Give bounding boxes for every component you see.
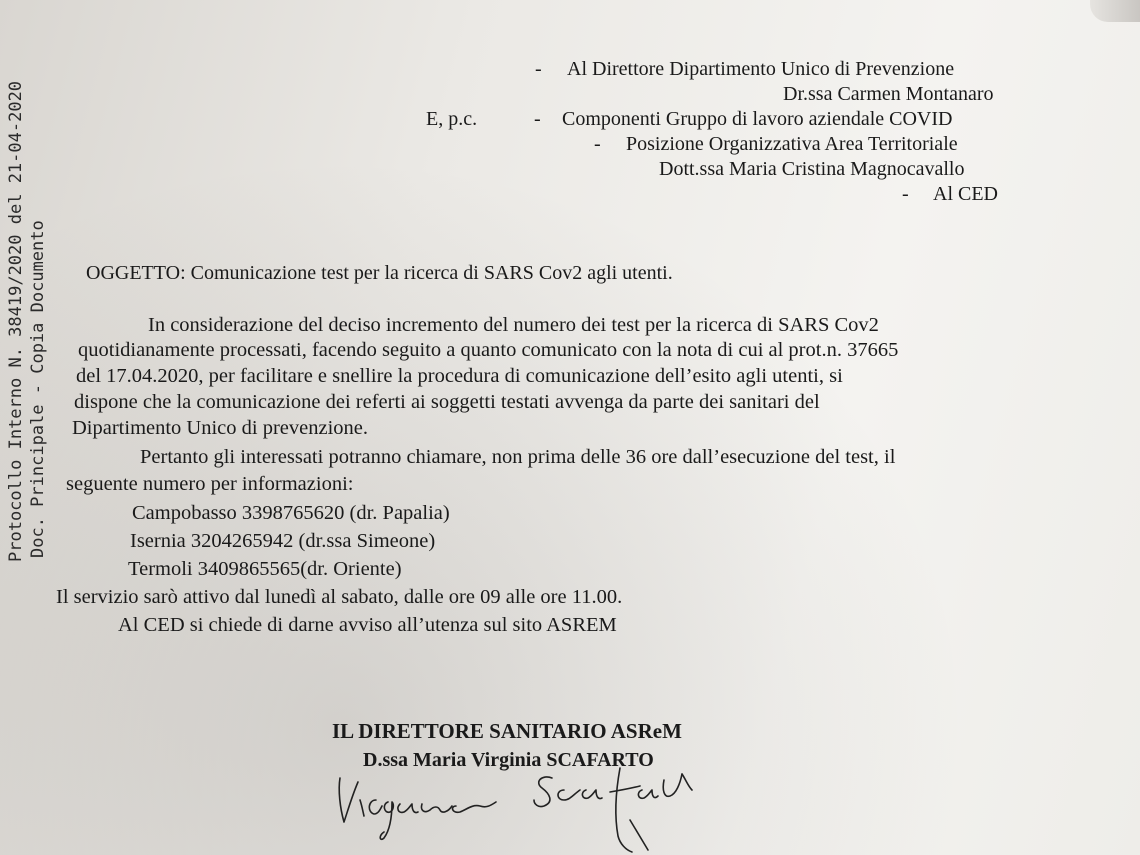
- recipient-director: Al Direttore Dipartimento Unico di Prevenzione: [567, 58, 955, 80]
- body-line: seguente numero per informazioni:: [66, 473, 354, 495]
- body-line: Pertanto gli interessati potranno chiamare, non prima delle 36 ore dall’esecuzione del test, il: [140, 446, 896, 468]
- handwritten-signature: [330, 760, 710, 855]
- cc-label: E, p.c.: [426, 108, 478, 130]
- recipient-covid-group: Componenti Gruppo di lavoro aziendale COVID: [562, 108, 953, 130]
- protocol-doc-type: Doc. Principale - Copia Documento: [28, 220, 48, 558]
- recipient-ced: Al CED: [933, 183, 998, 205]
- page-corner: [1090, 0, 1140, 22]
- subject-line: OGGETTO: Comunicazione test per la ricerca di SARS Cov2 agli utenti.: [86, 262, 673, 284]
- recipient-dash: -: [534, 108, 541, 130]
- protocol-number: Protocollo Interno N. 38419/2020 del 21-04-2020: [6, 80, 26, 562]
- recipient-dash: -: [535, 58, 542, 80]
- signature-title: IL DIRETTORE SANITARIO ASReM: [332, 719, 682, 743]
- contact-isernia: Isernia 3204265942 (dr.ssa Simeone): [130, 530, 436, 552]
- ced-request: Al CED si chiede di darne avviso all’utenza sul sito ASREM: [118, 614, 617, 636]
- signature-name: D.ssa Maria Virginia SCAFARTO: [363, 749, 654, 771]
- body-line: In considerazione del deciso incremento del numero dei test per la ricerca di SARS Cov2: [148, 314, 879, 336]
- service-hours: Il servizio sarò attivo dal lunedì al sabato, dalle ore 09 alle ore 11.00.: [56, 586, 623, 608]
- body-line: Dipartimento Unico di prevenzione.: [72, 417, 369, 439]
- body-line: del 17.04.2020, per facilitare e snellire la procedura di comunicazione dell’esito agli utenti, si: [76, 365, 843, 387]
- contact-campobasso: Campobasso 3398765620 (dr. Papalia): [132, 502, 450, 524]
- recipient-director-name: Dr.ssa Carmen Montanaro: [783, 83, 994, 105]
- recipient-po-name: Dott.ssa Maria Cristina Magnocavallo: [659, 158, 965, 180]
- body-line: dispone che la comunicazione dei referti ai soggetti testati avvenga da parte dei sanitari del: [74, 391, 820, 413]
- recipient-po-area: Posizione Organizzativa Area Territoriale: [626, 133, 958, 155]
- recipient-dash: -: [594, 133, 601, 155]
- recipient-dash: -: [902, 183, 909, 205]
- contact-termoli: Termoli 3409865565(dr. Oriente): [128, 558, 402, 580]
- body-line: quotidianamente processati, facendo seguito a quanto comunicato con la nota di cui al prot.n. 37665: [78, 339, 899, 361]
